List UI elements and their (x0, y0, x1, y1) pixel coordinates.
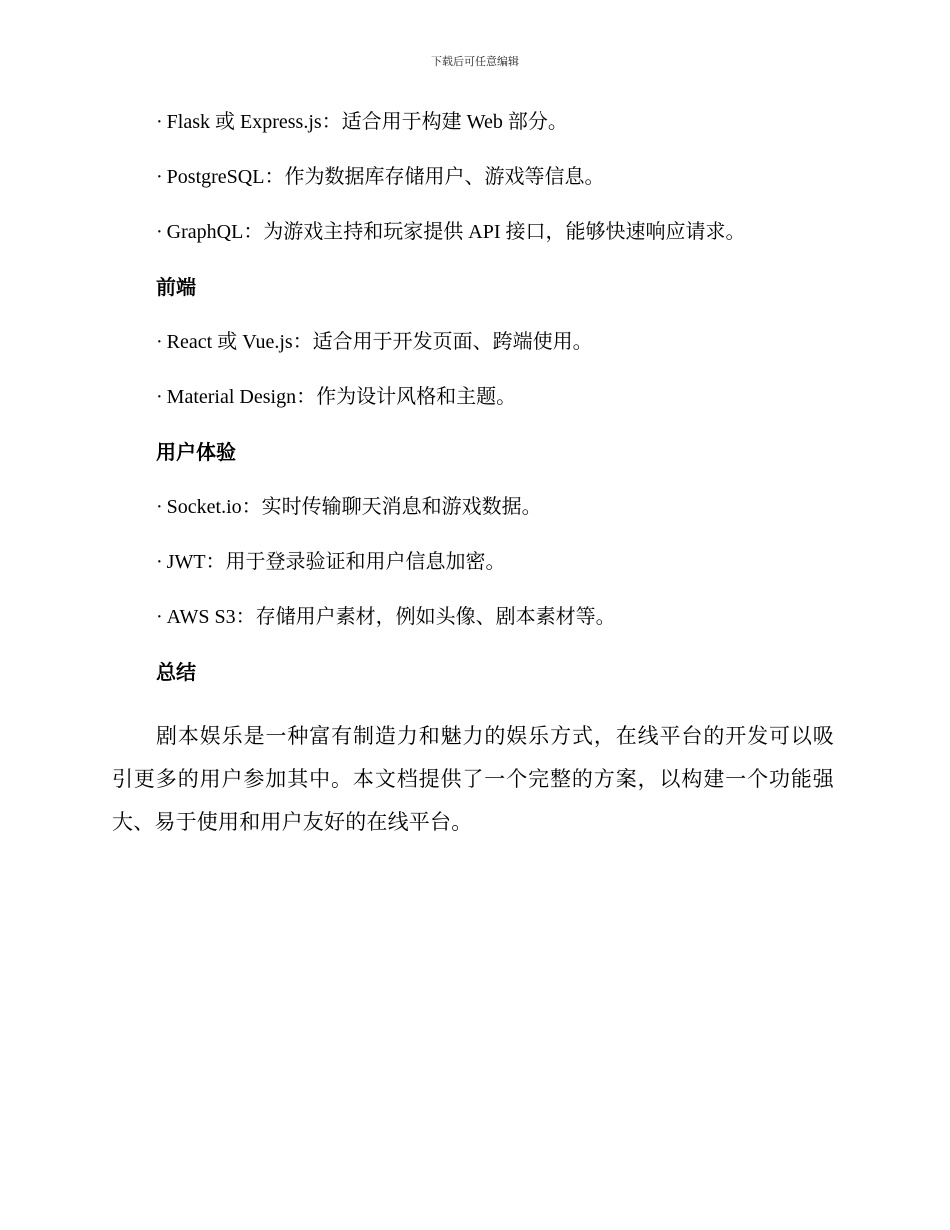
list-item (156, 495, 834, 519)
list-item (156, 165, 834, 189)
list-item (156, 330, 834, 354)
bullet-dot: · (156, 166, 163, 188)
list-item-text: PostgreSQL：作为数据库存储用户、游戏等信息。 (166, 166, 605, 188)
page-header (0, 54, 950, 70)
bullet-dot: · (156, 496, 163, 518)
list-item (156, 220, 834, 244)
bullet-dot: · (156, 331, 163, 353)
bullet-dot: · (156, 221, 163, 243)
bullet-dot: · (156, 551, 163, 573)
list-item (156, 605, 834, 629)
bullet-dot: · (156, 386, 163, 408)
section-heading-ux: 用户体验 (156, 440, 236, 464)
summary-paragraph: 剧本娱乐是一种富有制造力和魅力的娱乐方式，在线平台的开发可以吸引更多的用户参加其中。本文档提供了一个完整的方案，以构建一个功能强大、易于使用和用户友好的在线平台。 (112, 724, 834, 834)
header-watermark-text: 下载后可任意编辑 (431, 56, 519, 68)
section-heading-frontend: 前端 (156, 275, 196, 299)
bullet-dot: · (156, 606, 163, 628)
list-item-text: Flask 或 Express.js：适合用于构建 Web 部分。 (166, 111, 568, 133)
document-body (112, 110, 834, 844)
list-item-text: Socket.io：实时传输聊天消息和游戏数据。 (166, 496, 542, 518)
list-item-text: React 或 Vue.js：适合用于开发页面、跨端使用。 (166, 331, 593, 353)
list-item (156, 550, 834, 574)
list-item (156, 385, 834, 409)
list-item-text: AWS S3：存储用户素材，例如头像、剧本素材等。 (166, 606, 616, 628)
list-item (156, 110, 834, 134)
bullet-dot: · (156, 111, 163, 133)
section-heading-summary: 总结 (156, 660, 196, 684)
list-item-text: GraphQL：为游戏主持和玩家提供 API 接口，能够快速响应请求。 (166, 221, 746, 243)
list-item-text: Material Design：作为设计风格和主题。 (166, 386, 517, 408)
list-item-text: JWT：用于登录验证和用户信息加密。 (166, 551, 506, 573)
